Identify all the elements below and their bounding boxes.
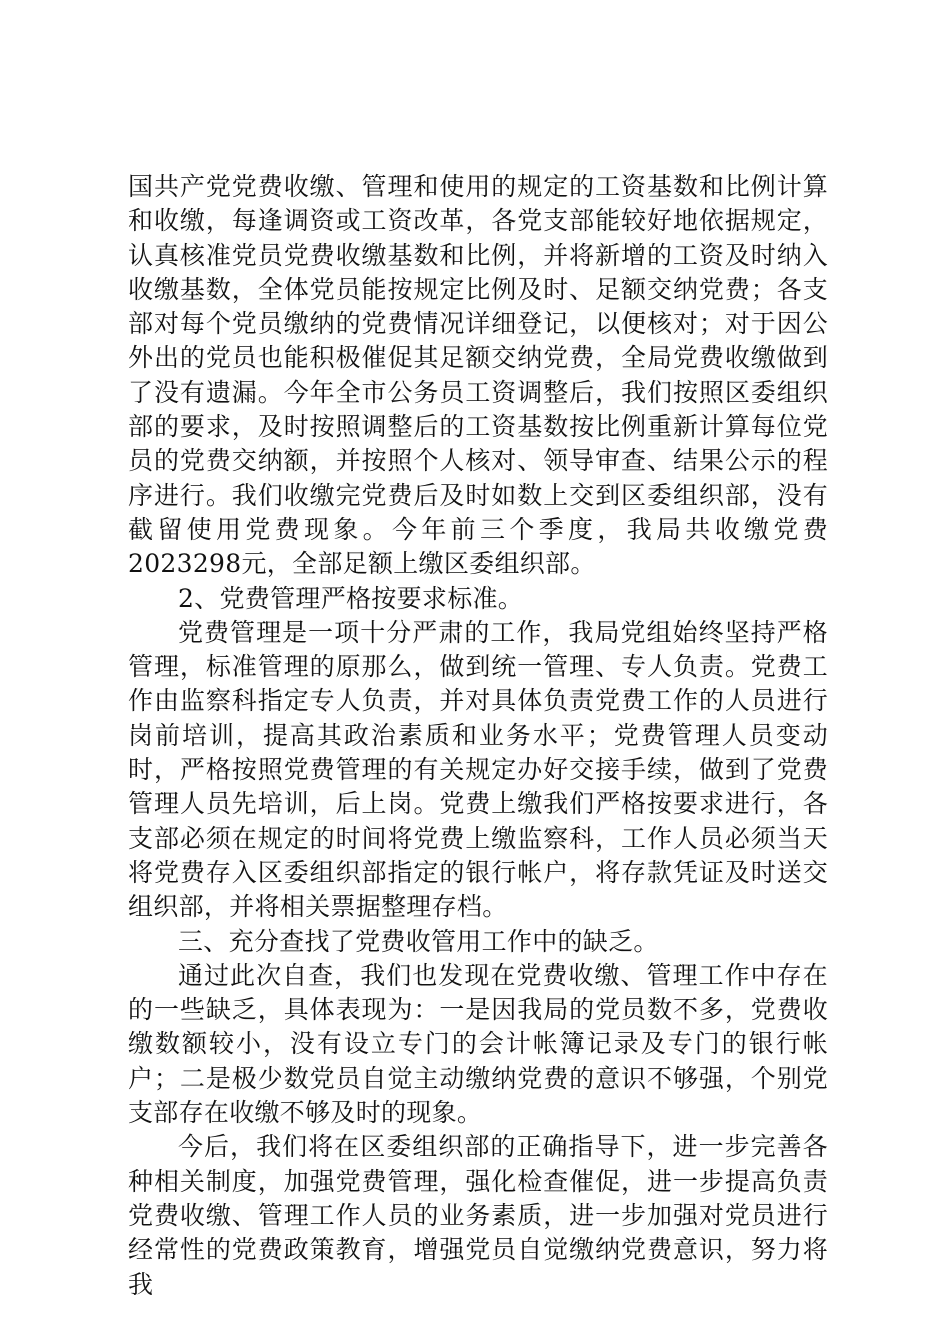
paragraph-fee-collection: 国共产党党费收缴、管理和使用的规定的工资基数和比例计算和收缴，每逢调资或工资改革，各党支部能较好地依据规定，认真核准党员党费收缴基数和比例，并将新增的工资及时纳入收缴基数，全体党员能按规定比例及时、足额交纳党费；各支部对每个党员缴纳的党费情况详细登记，以便核对；对于因公外出的党员也能积极催促其足额交纳党费，全局党费收缴做到了没有遗漏。今年全市公务员工资调整后，我们按照区委组织部的要求，及时按照调整后的工资基数按比例重新计算每位党员的党费交纳额，并按照个人核对、领导审查、结果公示的程序进行。我们收缴完党费后及时如数上交到区委组织部，没有截留使用党费现象。今年前三个季度，我局共收缴党费2023298元，全部足额上缴区委组织部。 bbox=[128, 172, 828, 579]
paragraph-fee-management: 党费管理是一项十分严肃的工作，我局党组始终坚持严格管理，标准管理的原那么，做到统一管理、专人负责。党费工作由监察科指定专人负责，并对具体负责党费工作的人员进行岗前培训，提高其政治素质和业务水平；党费管理人员变动时，严格按照党费管理的有关规定办好交接手续，做到了党费管理人员先培训，后上岗。党费上缴我们严格按要求进行，各支部必须在规定的时间将党费上缴监察科，工作人员必须当天将党费存入区委组织部指定的银行帐户，将存款凭证及时送交组织部，并将相关票据整理存档。 bbox=[128, 617, 828, 922]
heading-fee-management: 2、党费管理严格按要求标准。 bbox=[178, 583, 524, 613]
heading-shortcomings: 三、充分查找了党费收管用工作中的缺乏。 bbox=[178, 926, 659, 956]
document-body bbox=[128, 170, 828, 1302]
paragraph-shortcomings: 通过此次自查，我们也发现在党费收缴、管理工作中存在的一些缺乏，具体表现为：一是因我局的党员数不多，党费收缴数额较小，没有设立专门的会计帐簿记录及专门的银行帐户；二是极少数党员自觉主动缴纳党费的意识不够强，个别党支部存在收缴不够及时的现象。 bbox=[128, 960, 828, 1128]
paragraph-future-work: 今后，我们将在区委组织部的正确指导下，进一步完善各种相关制度，加强党费管理，强化检查催促，进一步提高负责党费收缴、管理工作人员的业务素质，进一步加强对党员进行经常性的党费政策教育，增强党员自觉缴纳党费意识，努力将我 bbox=[128, 1132, 828, 1299]
